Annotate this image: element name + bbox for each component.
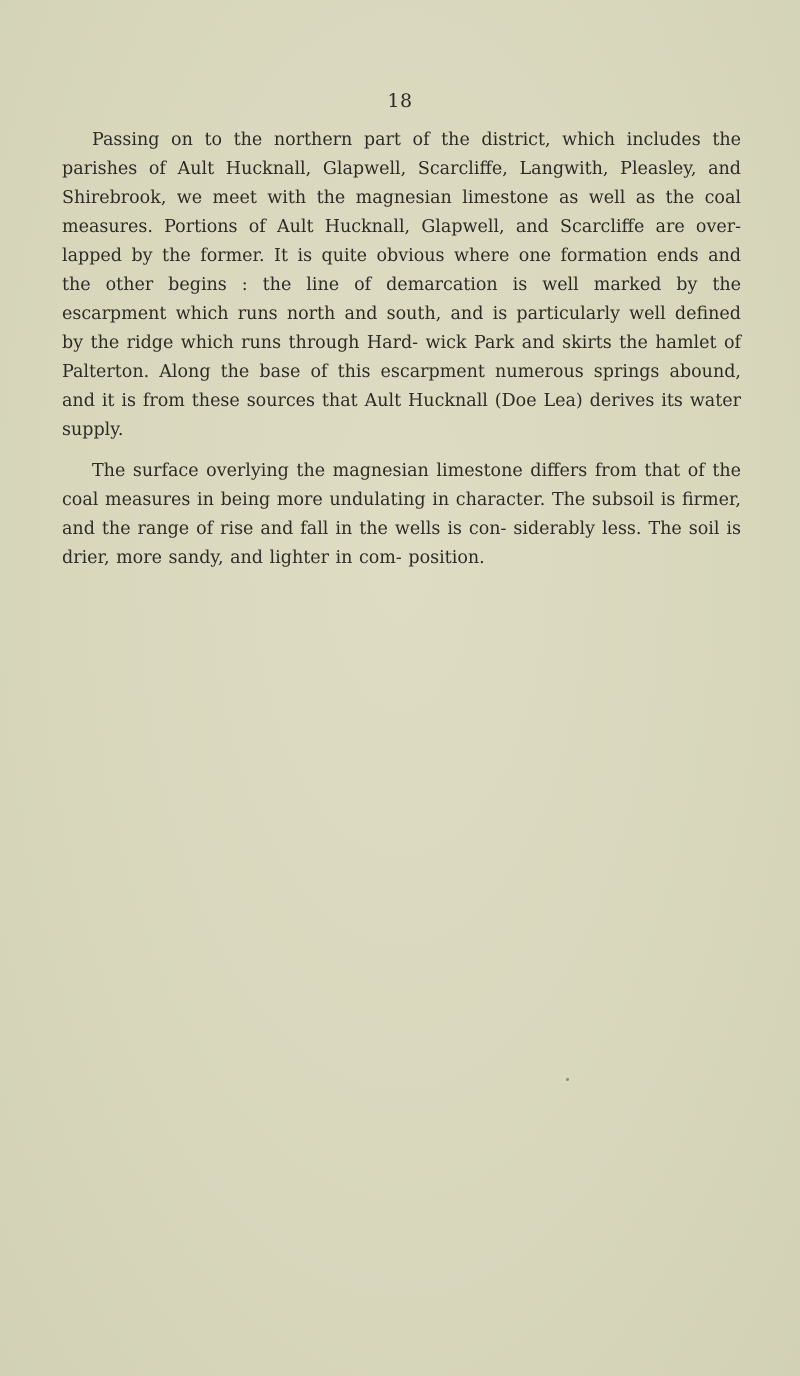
page-number: 18 (387, 90, 413, 112)
body-text (62, 126, 741, 573)
paragraph-surface-limestone: The surface overlying the magnesian limestone differs from that of the coal measures in being more undulating in character. The subsoil is firmer, and the range of rise and fall in the wells is con- siderably less. The soil is drier, more sandy, and lighter in com- position. (62, 461, 741, 568)
paragraph-northern-district: Passing on to the northern part of the district, which includes the parishes of Ault Hucknall, Glapwell, Scarcliffe, Langwith, Pleasley, and Shirebrook, we meet with the magnesian limestone as well as the coal measures. Portions of Ault Hucknall, Glapwell, and Scarcliffe are over-lapped by the former. It is quite obvious where one formation ends and the other begins : the line of demarcation is well marked by the escarpment which runs north and south, and is particularly well defined by the ridge which runs through Hard- wick Park and skirts the hamlet of Palterton. Along the base of this escarpment numerous springs abound, and it is from these sources that Ault Hucknall (Doe Lea) derives its water supply. (62, 130, 741, 440)
paper-speck (566, 1078, 569, 1081)
